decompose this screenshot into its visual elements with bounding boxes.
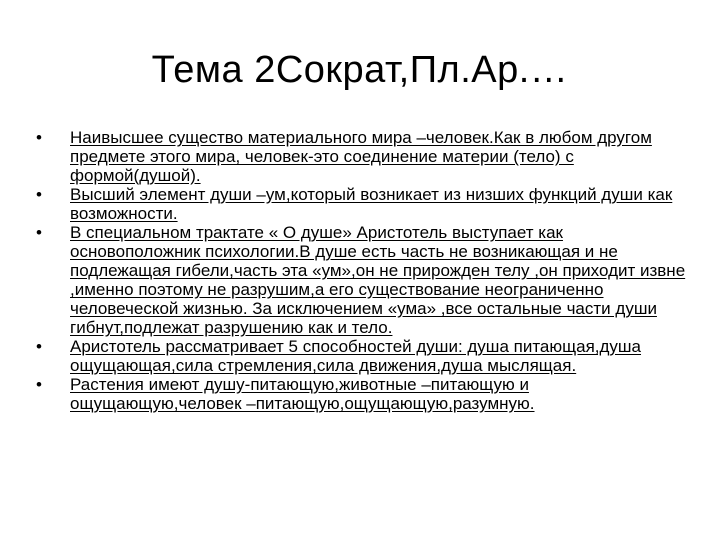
bullet-text-1: Наивысшее существо материального мира –человек.Как в любом другом предмете этого мира, человек-это соединение материи (тело) с формой(душой). — [70, 128, 652, 185]
bullet-text-2: Высший элемент души –ум,который возникает из низших функций души как возможности. — [70, 185, 673, 223]
bullet-item-1 — [36, 128, 696, 185]
bullet-text-5: Растения имеют душу-питающую,животные –питающую и ощущающую,человек –питающую,ощущающую,разумную. — [70, 375, 535, 413]
bullet-text-3: В специальном трактате « О душе» Аристотель выступает как основоположник психологии.В душе есть часть не возникающая и не подлежащая гибели,часть эта «ум»,он не прирожден телу ,он приходит извне ,именно поэтому не разрушим,а его существование неограниченно человеческой жизнью. За исключением «ума» ,все остальные части души гибнут,подлежат разрушению как и тело. — [70, 223, 686, 337]
bullet-icon: • — [36, 185, 42, 204]
bullet-icon: • — [36, 128, 42, 147]
bullet-list — [36, 128, 696, 413]
slide-title: Тема 2Сократ,Пл.Ар.… — [151, 49, 569, 91]
bullet-icon: • — [36, 337, 42, 356]
bullet-item-5 — [36, 375, 696, 413]
bullet-item-3 — [36, 223, 696, 337]
bullet-icon: • — [36, 223, 42, 242]
bullet-text-4: Аристотель рассматривает 5 способностей души: душа питающая,душа ощущающая,сила стремления,сила движения,душа мыслящая. — [70, 337, 642, 375]
bullet-item-4 — [36, 337, 696, 375]
bullet-icon: • — [36, 375, 42, 394]
bullet-item-2 — [36, 185, 696, 223]
